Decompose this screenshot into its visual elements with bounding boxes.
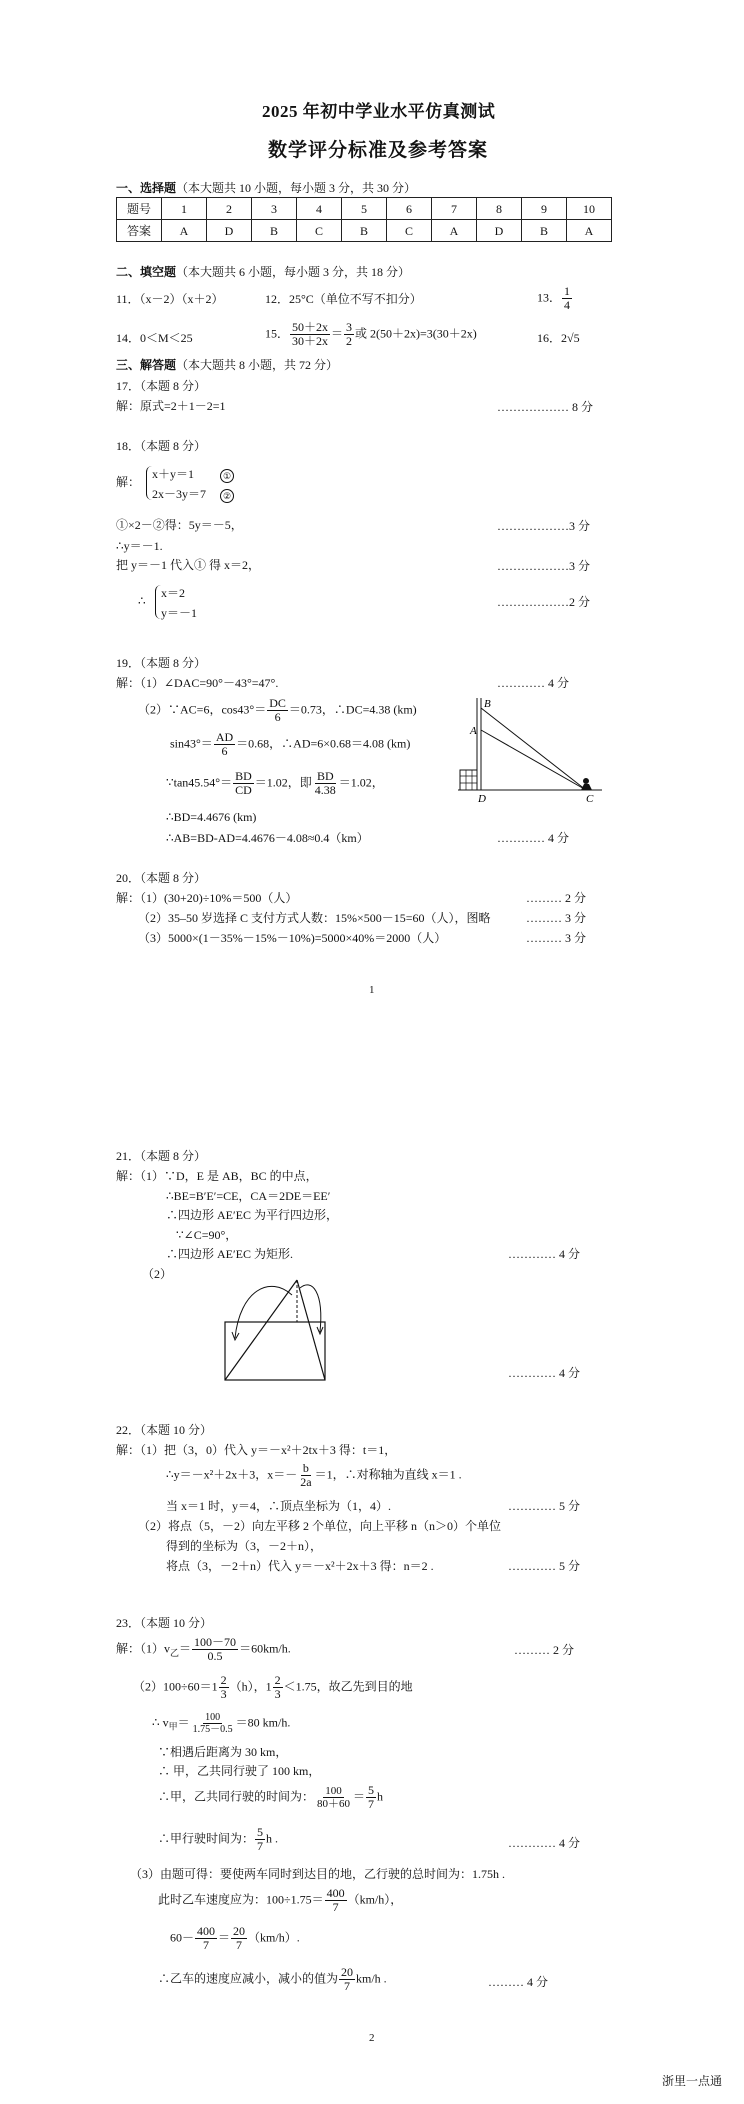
table-cell: 7 [432,198,477,220]
q23-line-6 [158,1784,383,1811]
answer-11: 11．（x－2）（x＋2） [116,292,224,306]
table-cell: B [342,220,387,242]
label-c: C [586,793,594,805]
q18-result-x: x＝2 [161,586,186,600]
q17-heading: 17．（本题 8 分） [116,379,207,393]
q18-result-y: y＝－1 [161,606,198,620]
q23-line-11 [158,1966,387,1993]
q23-heading: 23．（本题 10 分） [116,1616,213,1630]
table-cell: A [567,220,612,242]
answer-12: 12．25°C（单位不写不扣分） [265,292,422,306]
fraction [191,1712,235,1735]
q18-mark-1: ① [220,469,234,483]
q19-tan [166,770,384,797]
label-d: D [478,793,486,805]
fraction [214,731,235,758]
text: ＝ [179,1641,192,1656]
numerator: AD [215,730,234,744]
text: （h），1 [229,1679,272,1694]
page-number-2: 2 [369,2032,375,2044]
q22-line-4: （2）将点（5，－2）向左平移 2 个单位，向上平移 n（n＞0）个单位 [138,1519,502,1533]
q19-ab: ∴AB=BD-AD=4.4676－4.08≈0.4（km） [166,831,369,845]
text: ＝1，∴对称轴为直线 x＝1 . [314,1467,462,1482]
denominator: 6 [221,744,228,759]
denominator: 7 [344,1979,351,1994]
numerator: 2 [274,1673,281,1687]
page-number-1: 1 [369,984,375,996]
fraction [339,1966,355,1993]
q21-score-6: ………… 4 分 [508,1366,581,1380]
rectangle [225,1322,325,1380]
triangle-right-side [297,1280,325,1380]
table-cell: D [207,220,252,242]
text: ∴y＝－x²＋2x＋3，x＝－ [166,1467,298,1482]
text: ＝ [177,1715,190,1730]
text: km/h . [356,1971,387,1986]
table-cell: 8 [477,198,522,220]
q20-part1: 解：（1）(30+20)÷10%＝500（人） [116,891,298,905]
table-cell: B [252,220,297,242]
numerator: 1 [564,284,571,298]
text: ∴乙车的速度应减小，减小的值为 [158,1971,339,1986]
denominator: 2a [300,1475,312,1490]
numerator: b [302,1461,309,1475]
numerator: 3 [346,320,353,334]
table-cell: 5 [342,198,387,220]
equals: ＝ [331,326,344,341]
fraction [298,1462,313,1489]
fraction [192,1636,238,1663]
q23-line-3 [152,1712,290,1735]
text: ＝0.73，∴DC=4.38 (km) [288,702,417,717]
denominator: 6 [274,710,281,725]
q23-line-9 [158,1887,402,1914]
q23-line-10 [170,1925,300,1952]
q22-score-3: ………… 5 分 [508,1499,581,1513]
q21-line-5: ∴四边形 AE′EC 为矩形. [166,1247,293,1261]
label-a: A [470,725,477,737]
page-subtitle: 数学评分标准及参考答案 [268,140,489,161]
building [460,770,477,790]
text: h . [266,1831,279,1846]
q22-line-6: 将点（3，－2＋n）代入 y＝－x²＋2x＋3 得：n＝2 . [166,1559,434,1573]
denominator: 7 [368,1797,375,1812]
text: ∵tan45.54°＝ [166,775,233,790]
table-cell: B [522,220,567,242]
denominator: 3 [220,1687,227,1702]
answer-table [116,197,612,242]
q23-score-11: ……… 4 分 [488,1975,549,1989]
q22-line-3: 当 x＝1 时，y＝4，∴顶点坐标为（1，4）. [166,1499,392,1513]
table-cell: 9 [522,198,567,220]
q22-line-2 [166,1462,462,1489]
fraction [195,1925,217,1952]
denominator: 4 [564,298,571,313]
label-b: B [484,698,491,710]
denominator: 4.38 [314,783,336,798]
text: ＝1.02，即 [254,775,312,790]
q18-score-1: ………………3 分 [497,519,591,533]
text: ∴甲行驶时间为： [158,1831,255,1846]
q21-part2-label: （2） [142,1267,173,1281]
numerator: 100－70 [194,1635,237,1649]
numerator: 20 [341,1965,354,1979]
table-row-numbers [117,198,612,220]
section3-heading [116,359,338,371]
text: （km/h）， [347,1892,403,1907]
q20-score-2: ……… 3 分 [526,911,587,925]
answer-14: 14．0＜M＜25 [116,331,193,345]
fraction [313,770,338,797]
q17-solution: 解：原式=2＋1－2=1 [116,399,226,413]
q23-score-1: ……… 2 分 [514,1643,575,1657]
q19-part1: 解：（1）∠DAC=90°－43°=47°. [116,676,279,690]
text: sin43°＝ [170,736,213,751]
answer-15-label: 15． [265,326,290,341]
section3-note: （本大题共 8 小题，共 72 分） [176,358,339,372]
text: （2）100÷60＝1 [133,1679,218,1694]
numerator: 50＋2x [292,320,329,334]
table-cell: 2 [207,198,252,220]
section1-heading [116,182,416,194]
q19-part2-cos [138,697,417,724]
q21-heading: 21．（本题 8 分） [116,1149,207,1163]
numerator: BD [235,769,252,783]
table-cell: C [297,220,342,242]
text: 此时乙车速度应为：100÷1.75＝ [158,1892,324,1907]
sight-line-b [481,708,586,790]
text: ＝0.68，∴AD=6×0.68＝4.08 (km) [236,736,411,751]
numerator: 2 [220,1673,227,1687]
q22-line-5: 得到的坐标为（3，－2＋n）， [166,1539,323,1553]
text: ＝ [353,1789,366,1804]
table-cell: 6 [387,198,432,220]
numerator: 100 [205,1712,221,1723]
fraction [255,1826,265,1853]
q20-part2: （2）35–50 岁选择 C 支付方式人数：15%×500－15=60（人），图略 [138,911,491,925]
fraction [325,1887,347,1914]
numerator: 5 [257,1825,264,1839]
text: ＝60km/h. [239,1641,291,1656]
table-cell: 3 [252,198,297,220]
text: h [377,1789,384,1804]
section2-head: 二、填空题 [116,265,177,279]
q18-score-4: ………………2 分 [497,595,591,609]
q18-equation-2: 2x－3y＝7 [152,487,207,501]
q23-line-5: ∴ 甲，乙共同行驶了 100 km， [158,1764,321,1778]
text: ∴甲，乙共同行驶的时间为： [158,1789,315,1804]
q18-step-3: 把 y＝－1 代入① 得 x＝2， [116,558,261,572]
denominator: 7 [257,1839,264,1854]
rotation-arc-left [235,1286,292,1338]
fraction [315,1785,352,1810]
text: （km/h）. [248,1930,300,1945]
numerator: 5 [368,1783,375,1797]
q22-score-6: ………… 5 分 [508,1559,581,1573]
answer-15 [265,321,477,348]
section1-note: （本大题共 10 小题，每小题 3 分，共 30 分） [176,181,417,195]
q20-heading: 20．（本题 8 分） [116,871,207,885]
numerator: 400 [197,1924,216,1938]
fraction [290,321,330,348]
numerator: 100 [325,1785,342,1798]
denominator: 7 [236,1938,243,1953]
numerator: 20 [233,1924,246,1938]
numerator: DC [269,696,286,710]
observer-body [581,784,592,790]
denominator: 30＋2x [292,334,329,349]
fraction [562,285,572,312]
table-cell: 10 [567,198,612,220]
table-cell: A [432,220,477,242]
table-row-label: 题号 [117,198,162,220]
table-cell: 1 [162,198,207,220]
text: 解：（1）v [116,1641,171,1656]
table-cell: 4 [297,198,342,220]
q19-heading: 19．（本题 8 分） [116,656,207,670]
watermark: 浙里一点通 [662,2074,723,2088]
fraction [219,1674,229,1701]
q18-step-2: ∴y＝－1. [116,539,163,553]
denominator: 3 [274,1687,281,1702]
table-cell: A [162,220,207,242]
q17-score: ……………… 8 分 [497,400,594,414]
fraction [231,1925,247,1952]
text: ＝80 km/h. [235,1715,291,1730]
numerator: BD [316,769,334,783]
q23-line-8: （3）由题可得：要使两车同时到达目的地，乙行驶的总时间为：1.75h . [130,1867,506,1881]
q21-line-2: ∴BE=B′E′=CE，CA＝2DE＝EE′ [166,1189,331,1203]
subscript: 甲 [168,1721,178,1732]
q18-mark-2: ② [220,489,234,503]
q22-line-1: 解：（1）把（3，0）代入 y＝－x²＋2tx＋3 得：t＝1， [116,1443,397,1457]
denominator: 7 [332,1900,339,1915]
answer-13 [537,285,573,312]
subscript: 乙 [170,1647,180,1658]
fraction [233,770,254,797]
q19-sin [170,731,410,758]
q21-line-4: ∵∠C=90°， [176,1228,238,1242]
sight-line-a [481,730,586,790]
q19-bd: ∴BD=4.4676 (km) [166,810,257,824]
text: 60－ [170,1930,195,1945]
q19-score-1: ………… 4 分 [497,676,570,690]
q22-heading: 22．（本题 10 分） [116,1423,213,1437]
fraction [366,1784,376,1811]
q18-equation-1: x＋y＝1 [152,467,195,481]
q18-score-3: ………………3 分 [497,559,591,573]
text: ∴ v [152,1715,169,1730]
answer-16: 16．2√5 [537,331,580,345]
q21-line-1: 解：（1）∵D，E 是 AB，BC 的中点， [116,1169,318,1183]
page-title: 2025 年初中学业水平仿真测试 [262,102,496,121]
q20-part3: （3）5000×(1－35%－15%－10%)=5000×40%＝2000（人） [138,931,447,945]
denominator: 2 [346,334,353,349]
q21-line-3: ∴四边形 AE′EC 为平行四边形， [166,1208,338,1222]
q18-step-1: ①×2－②得：5y＝－5， [116,518,243,532]
q23-line-2 [133,1674,413,1701]
text: ＝ [218,1930,231,1945]
q19-figure [448,690,608,805]
q20-score-3: ……… 3 分 [526,931,587,945]
section3-head: 三、解答题 [116,358,177,372]
table-row-answers [117,220,612,242]
section2-note: （本大题共 6 小题，每小题 3 分，共 18 分） [176,265,411,279]
q23-line-7 [158,1826,278,1853]
numerator: 400 [326,1886,345,1900]
section1-head: 一、选择题 [116,181,177,195]
q18-heading: 18．（本题 8 分） [116,439,207,453]
rotation-arc-right [300,1285,321,1332]
text: ＝1.02， [338,775,384,790]
q20-score-1: ……… 2 分 [526,891,587,905]
fraction [344,321,354,348]
text: （2）∵AC=6，cos43°＝ [138,702,267,717]
answer-15-alt: 或 2(50＋2x)=3(30＋2x) [355,326,477,341]
section2-heading [116,266,410,278]
fraction [273,1674,283,1701]
observer-head [583,778,589,784]
q18-jie: 解： [116,475,141,489]
q23-line-1 [116,1636,291,1663]
table-cell: C [387,220,432,242]
table-row-label: 答案 [117,220,162,242]
answer-13-label: 13． [537,290,562,305]
text: ＜1.75，故乙先到目的地 [283,1679,413,1694]
q21-score-5: ………… 4 分 [508,1247,581,1261]
denominator: 7 [203,1938,210,1953]
denominator: 80＋60 [317,1798,351,1811]
q19-score-6: ………… 4 分 [497,831,570,845]
fraction [267,697,288,724]
denominator: CD [235,783,252,798]
q18-therefore: ∴ [138,594,146,608]
table-cell: D [477,220,522,242]
denominator: 1.75－0.5 [192,1724,233,1735]
q21-figure [220,1270,330,1385]
q23-score-7: ………… 4 分 [508,1836,581,1850]
q23-line-4: ∵相遇后距离为 30 km， [158,1745,288,1759]
denominator: 0.5 [207,1649,223,1664]
